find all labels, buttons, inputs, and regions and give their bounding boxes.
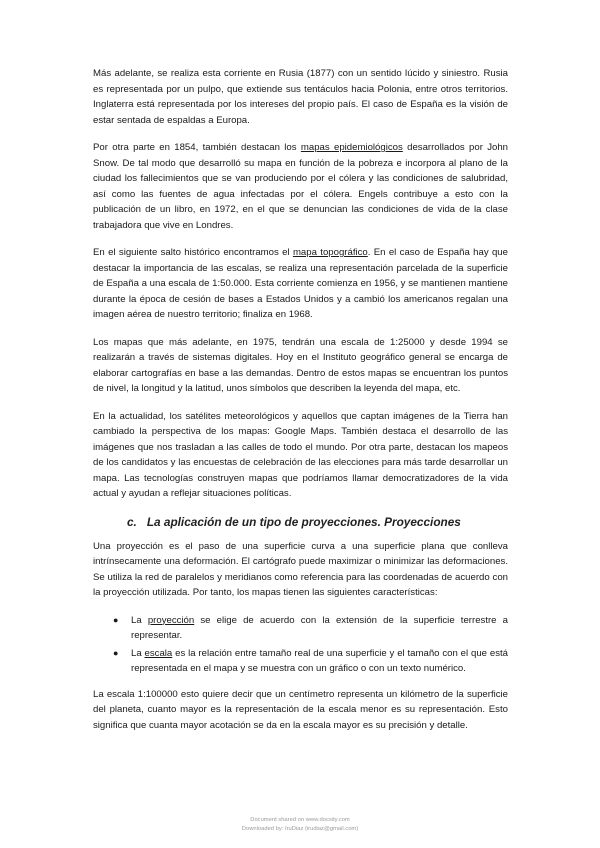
section-title: La aplicación de un tipo de proyecciones. Proyecciones xyxy=(146,514,461,529)
bullet-icon: ● xyxy=(113,647,119,658)
paragraph-scale: La escala 1:100000 esto quiere decir que un centímetro representa un kilómetro de la superficie del planeta, cuanto mayor es la representación de la escala menor es su representación. Esto significa que cuanta mayor acotación se da en la escala mayor es su precisión y detalle. xyxy=(93,688,508,731)
paragraph-topographic xyxy=(93,245,508,323)
list-item-text: es la relación entre tamaño real de una superficie y el tamaño con el que está representada en el mapa y se muestra con un gráfico o con un texto numérico. xyxy=(131,647,508,674)
paragraph-epidemiological xyxy=(93,140,508,233)
paragraph-text: Por otra parte en 1854, también destacan los xyxy=(93,142,301,153)
paragraph-text: desarrollados por John Snow. De tal modo que desarrolló su mapa en función de la pobreza e incorpora al plano de la ciudad los fallecimientos que se van produciendo por el cólera y las condiciones de salubridad, así como las fuentes de agua infectadas por el cólera. Engels contribuye a esto con la publicación de un libro, en 1972, en el que se denuncian las condiciones de vida de la clase trabajadora que vive en Londres. xyxy=(93,142,509,231)
paragraph-satellites: En la actualidad, los satélites meteorológicos y aquellos que captan imágenes de la Tierra han cambiado la perspectiva de los mapas: Google Maps. También destaca el desarrollo de las imágenes que nos trasladan a las calles de todo el mundo. Por otra parte, destacan los mapeos de los candidatos y las encuestas de celebración de las elecciones para más tarde desarrollar un mapa. Las tecnologías construyen mapas que podríamos llamar democratizadores de la vida actual y ayudan a reflejar situaciones políticas. xyxy=(93,410,508,499)
bullet-icon: ● xyxy=(113,614,119,625)
term-scale: escala xyxy=(144,647,173,659)
list-item xyxy=(93,613,508,644)
list-item-text: La xyxy=(131,647,145,659)
paragraph-text: En el siguiente salto histórico encontramos el xyxy=(93,247,293,258)
paragraph-text: . En el caso de España hay que destacar la importancia de las escalas, se realiza una representación parcelada de la superficie de España a una escala de 1:50.000. Esta corriente comienza en 1956, y se mantienen mantiene durante la época de cesión de bases a Estados Unidos y a cambió los americanos regalan una imagen aérea de nuestro territorio; finaliza en 1968. xyxy=(93,247,508,320)
section-heading xyxy=(127,514,508,530)
footer-shared: Document shared on www.docsity.com xyxy=(250,817,350,823)
characteristics-list xyxy=(93,613,508,677)
list-item xyxy=(93,646,508,677)
link-epidemiological-maps: mapas epidemiológicos xyxy=(300,142,403,153)
section-letter: c. xyxy=(127,514,137,529)
paragraph-digital-maps: Los mapas que más adelante, en 1975, tendrán una escala de 1:25000 y desde 1994 se realizarán a través de sistemas digitales. Hoy en el Instituto geográfico general se encarga de elaborar cartografías en base a las demandas. Dentro de estos mapas se encuentran los puntos de nivel, la longitud y la latitud, unos símbolos que describen la leyenda del mapa, etc. xyxy=(93,336,508,394)
paragraph-projection: Una proyección es el paso de una superficie curva a una superficie plana que conlleva intrínsecamente una deformación. El cartógrafo puede maximizar o minimizar las deformaciones. Se utiliza la red de paralelos y meridianos como referencia para las coordenadas de acuerdo con la proyección utilizada. Por tanto, los mapas tienen las siguientes características: xyxy=(93,540,508,598)
link-topographic-map: mapa topográfico xyxy=(292,247,368,258)
term-projection: proyección xyxy=(147,614,195,626)
footer-downloaded: Downloaded by: IruDiaz (irudiaz@gmail.com) xyxy=(241,826,359,832)
paragraph-russia: Más adelante, se realiza esta corriente en Rusia (1877) con un sentido lúcido y siniestro. Rusia es representada por un pulpo, que extiende sus tentáculos hacia Polonia, entre otros territorios. Inglaterra está representada por los intereses del propio país. El caso de España es la visión de estar sentada de espaldas a Europa. xyxy=(93,68,508,126)
document-page xyxy=(93,66,508,745)
list-item-text: se elige de acuerdo con la extensión de la superficie terrestre a representar. xyxy=(131,614,509,641)
list-item-text: La xyxy=(131,614,148,626)
